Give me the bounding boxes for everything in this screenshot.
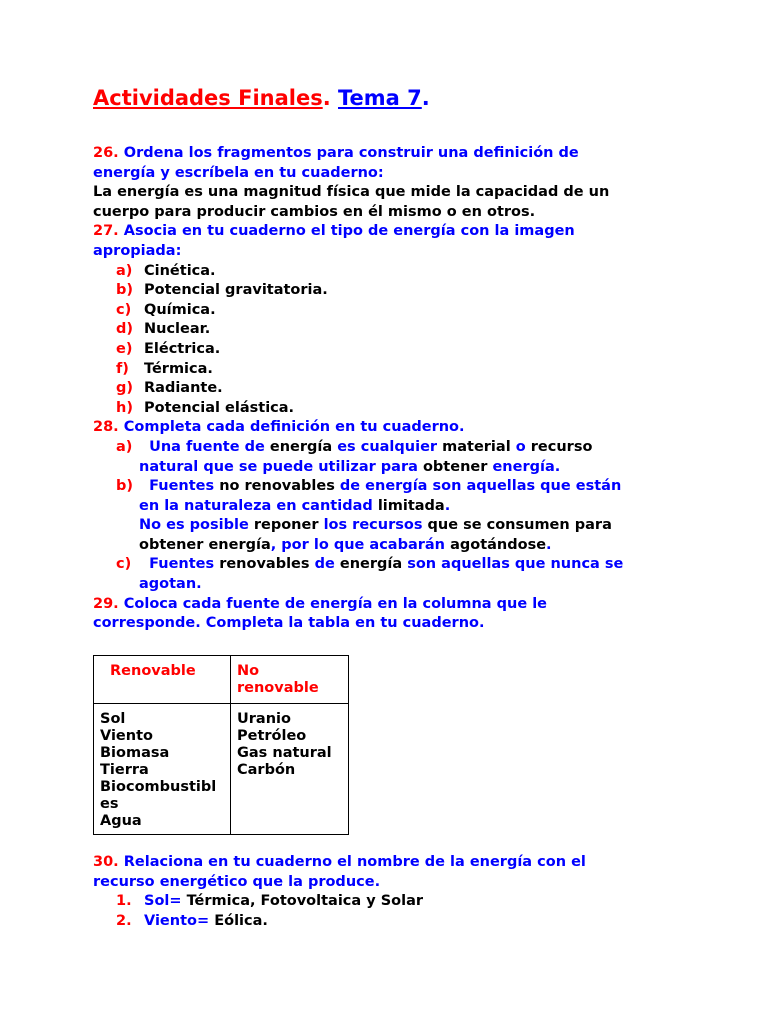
list-item: e) Eléctrica. — [116, 340, 221, 357]
q26-line2: energía y escríbela en tu cuaderno: — [93, 164, 384, 181]
q30-line1: 30. Relaciona en tu cuaderno el nombre de la energía con el — [93, 854, 586, 870]
q30-number: 30. — [93, 854, 119, 870]
list-item: g) Radiante. — [116, 380, 223, 397]
q28-b-line2: en la naturaleza en cantidad limitada. — [139, 497, 451, 514]
q27-line2: apropiada: — [93, 242, 182, 259]
table-cell: Sol — [100, 711, 126, 727]
title-activities: Actividades Finales — [93, 86, 323, 110]
table-cell: Carbón — [237, 762, 296, 778]
table-cell: Tierra — [100, 762, 149, 778]
list-item: d) Nuclear. — [116, 321, 211, 338]
energy-sources-table — [93, 655, 349, 835]
list-item: c) Química. — [116, 301, 216, 318]
q28-c-line2: agotan. — [139, 576, 202, 593]
q28-number: 28. — [93, 419, 119, 436]
list-item: b) Potencial gravitatoria. — [116, 282, 328, 299]
q28-b-line4: obtener energía, por lo que acabarán agotándose. — [139, 536, 552, 553]
q27-number: 27. — [93, 223, 119, 240]
table-cell: Viento — [100, 728, 153, 744]
table-cell: Biocombustibl — [100, 779, 217, 795]
list-item: 2. Viento= Eólica. — [116, 912, 268, 929]
table-cell: Biomasa — [100, 745, 170, 761]
table-cell: Petróleo — [237, 728, 307, 744]
q28-b-line3: No es posible reponer los recursos que se consumen para — [139, 517, 612, 534]
title-dot-2: . — [421, 86, 430, 110]
table-header-nonrenewable: No renovable — [237, 663, 319, 696]
q30-line2: recurso energético que la produce. — [93, 873, 381, 890]
q26-answer-line1: La energía es una magnitud física que mide la capacidad de un — [93, 184, 610, 201]
q29-line1: 29. Coloca cada fuente de energía en la columna que le — [93, 595, 548, 612]
questions-block — [93, 144, 693, 634]
q26-line1: 26. Ordena los fragmentos para construir una definición de — [93, 145, 579, 161]
list-item: f) Térmica. — [116, 360, 213, 377]
page-title — [93, 86, 430, 110]
q28-a-line1: a) Una fuente de energía es cualquier material o recurso — [116, 438, 593, 455]
table-cell: es — [100, 796, 119, 812]
list-item: 1. Sol= Térmica, Fotovoltaica y Solar — [116, 893, 424, 910]
table-cell: Agua — [100, 813, 142, 829]
table-cell: Uranio — [237, 711, 291, 727]
list-item: a) Cinética. — [116, 262, 216, 279]
table-header-divider — [94, 703, 348, 704]
question-30-block — [93, 853, 693, 931]
q29-line2: corresponde. Completa la tabla en tu cuaderno. — [93, 615, 485, 632]
q28-a-line2: natural que se puede utilizar para obtener energía. — [139, 458, 561, 475]
table-cell: Gas natural — [237, 745, 332, 761]
q29-number: 29. — [93, 595, 119, 612]
table-column-nonrenewable — [237, 711, 332, 779]
q28-c-line1: c) Fuentes renovables de energía son aquellas que nunca se — [116, 556, 624, 573]
title-dot-1: . — [322, 86, 331, 110]
title-topic: Tema 7 — [338, 86, 422, 110]
table-header-renewable: Renovable — [110, 663, 196, 679]
table-column-renewable — [100, 711, 228, 830]
table-column-divider — [230, 656, 231, 834]
q28-line1: 28. Completa cada definición en tu cuaderno. — [93, 419, 465, 436]
q26-answer-line2: cuerpo para producir cambios en él mismo o en otros. — [93, 203, 536, 220]
q28-b-line1: b) Fuentes no renovables de energía son aquellas que están — [116, 478, 622, 495]
q26-number: 26. — [93, 145, 119, 161]
list-item: h) Potencial elástica. — [116, 399, 295, 416]
q27-line1: 27. Asocia en tu cuaderno el tipo de energía con la imagen — [93, 223, 575, 240]
